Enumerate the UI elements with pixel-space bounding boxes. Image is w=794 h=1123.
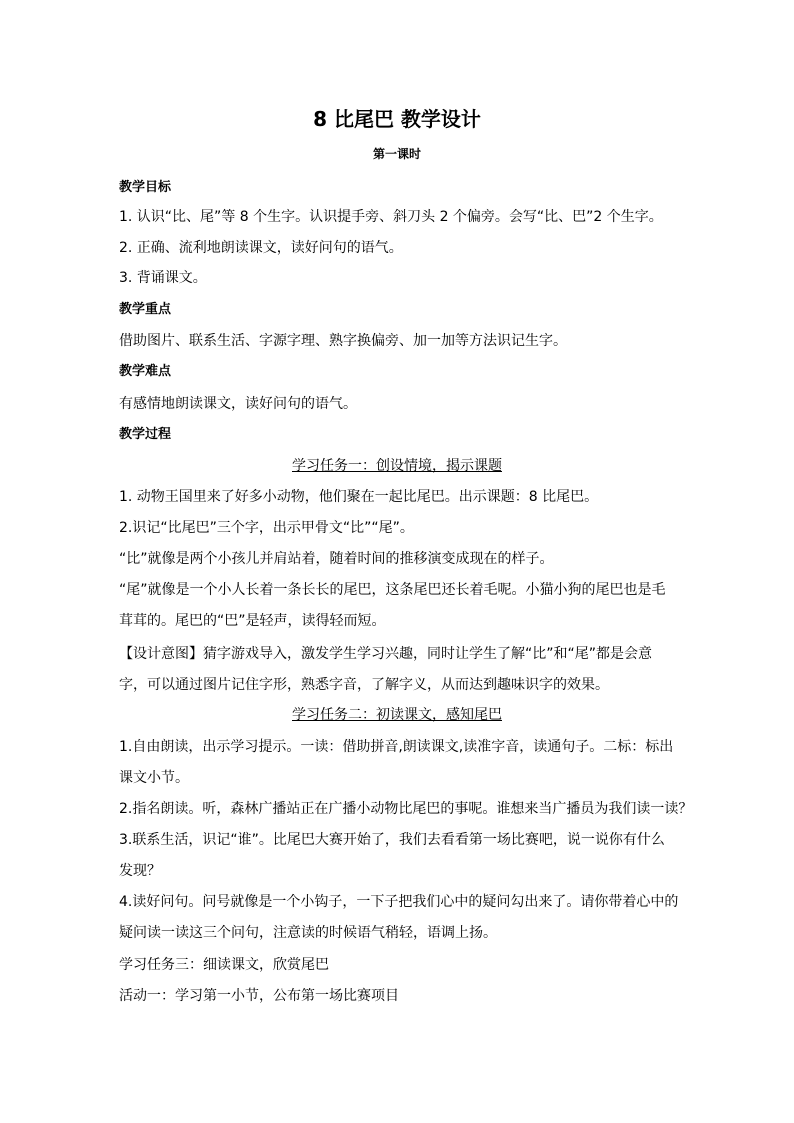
document-subtitle: 第一课时 [372,147,421,161]
paragraph-line: 3. 背诵课文。 [119,270,207,286]
task-heading-one: 学习任务一：创设情境，揭示课题 [292,458,502,474]
paragraph-line: 有感情地朗读课文，读好问句的语气。 [119,396,357,412]
paragraph-line: 2.指名朗读。听，森林广播站正在广播小动物比尾巴的事呢。谁想来当广播员为我们读一读？ [119,801,693,817]
document-title: 8 比尾巴 教学设计 [313,107,481,131]
paragraph-line: 2.识记“比尾巴”三个字，出示甲骨文“比”“尾”。 [119,520,414,536]
paragraph-line: 4.读好问句。问号就像是一个小钩子，一下子把我们心中的疑问勾出来了。请你带着心中的 [119,894,679,910]
section-heading-difficulties: 教学难点 [119,364,172,379]
paragraph-line: 课文小节。 [119,770,189,786]
task-heading-three: 学习任务三：细读课文，欣赏尾巴 [119,957,329,973]
paragraph-line: 【设计意图】猜字游戏导入，激发学生学习兴趣，同时让学生了解“比”和“尾”都是会意 [119,646,653,662]
task-heading-wrap [119,705,675,725]
paragraph-line: “比”就像是两个小孩儿并肩站着，随着时间的推移演变成现在的样子。 [119,551,554,567]
paragraph-line: 字，可以通过图片记住字形，熟悉字音，了解字义，从而达到趣味识字的效果。 [119,677,609,693]
paragraph-line: 1.自由朗读，出示学习提示。一读：借助拼音,朗读课文,读准字音，读通句子。二标：标出 [119,739,674,755]
paragraph-line: 活动一：学习第一小节，公布第一场比赛项目 [119,988,399,1004]
paragraph-line: 茸茸的。尾巴的“巴”是轻声，读得轻而短。 [119,613,386,629]
paragraph-line: 3.联系生活，识记“谁”。比尾巴大赛开始了，我们去看看第一场比赛吧，说一说你有什么 [119,832,665,848]
section-heading-objectives: 教学目标 [119,180,172,195]
task-heading-wrap [119,456,675,476]
section-heading-process: 教学过程 [119,427,172,442]
paragraph-line: “尾”就像是一个小人长着一条长长的尾巴，这条尾巴还长着毛呢。小猫小狗的尾巴也是毛 [119,582,666,598]
paragraph-line: 1. 动物王国里来了好多小动物，他们聚在一起比尾巴。出示课题：8 比尾巴。 [119,489,599,505]
task-heading-two: 学习任务二：初读课文，感知尾巴 [292,707,502,723]
paragraph-line: 发现？ [119,863,161,879]
paragraph-line: 1. 认识“比、尾”等 8 个生字。认识提手旁、斜刀头 2 个偏旁。会写“比、巴”2 个生字。 [119,209,663,225]
paragraph-line: 借助图片、联系生活、字源字理、熟字换偏旁、加一加等方法识记生字。 [119,333,567,349]
paragraph-line: 疑问读一读这三个问句，注意读的时候语气稍轻，语调上扬。 [119,925,497,941]
section-heading-key-points: 教学重点 [119,302,172,317]
paragraph-line: 2. 正确、流利地朗读课文，读好问句的语气。 [119,240,403,256]
